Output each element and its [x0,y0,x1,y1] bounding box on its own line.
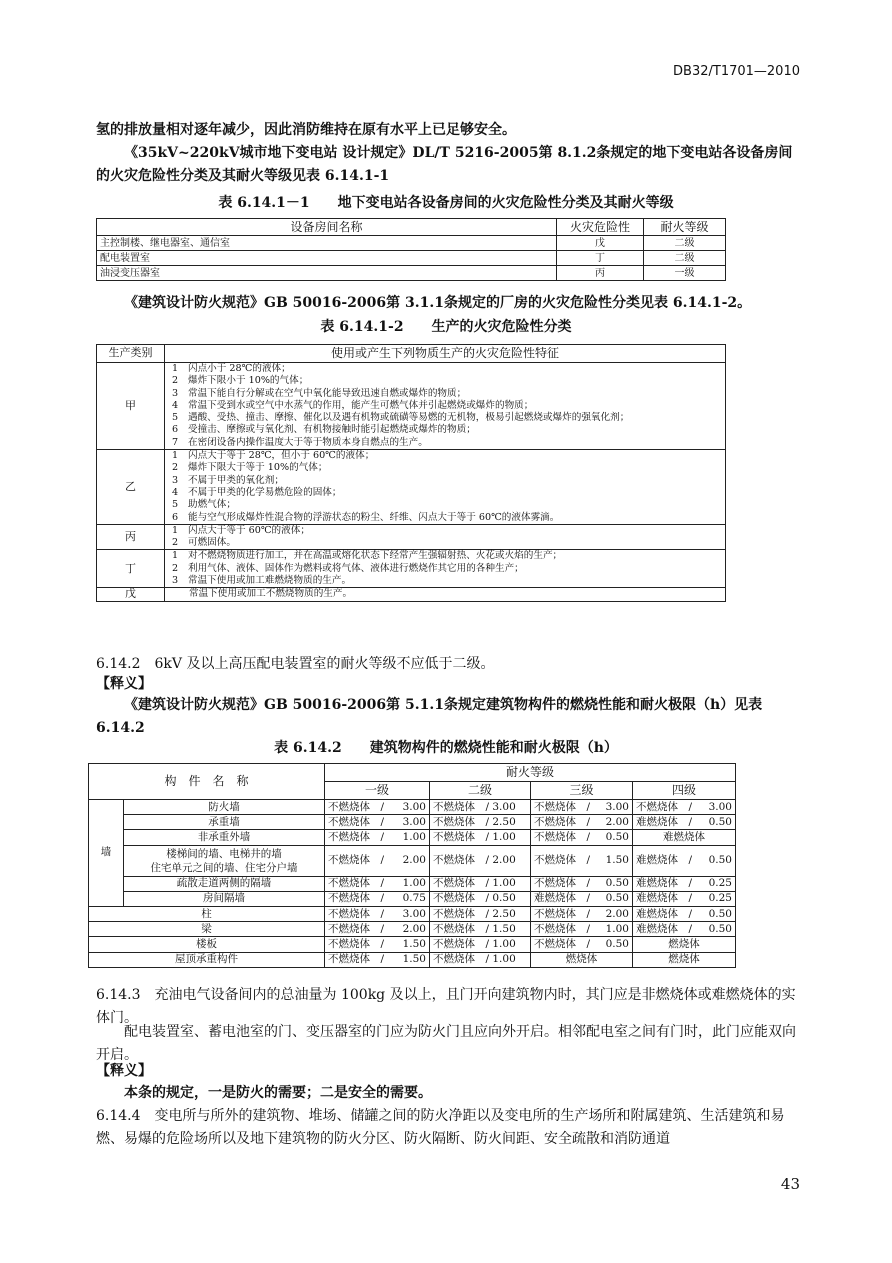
list-item: 3 常温下能自行分解或在空气中氧化能导致迅速自燃或爆炸的物质； [172,387,467,399]
level-header: 四级 [633,782,736,800]
value-cell: 不燃烧体 / 0.50 [531,937,633,952]
room-name: 主控制楼、继电器室、通信室 [97,236,557,251]
value-cell: 难燃烧体 / 0.50 [633,815,736,830]
value-cell: 难燃烧体 / 0.50 [531,891,633,906]
value-cell: 不燃烧体 / 1.50 [325,952,430,967]
category-cell: 戊 [97,588,165,601]
component-name: 防火墙 [124,800,325,815]
value-cell: 不燃烧体 / 1.00 [325,876,430,891]
value-cell: 不燃烧体 / 3.00 [531,800,633,815]
table-row [89,845,736,876]
list-item: 2 爆炸下限小于 10%的气体； [172,375,309,387]
value-cell: 不燃烧体 / 2.00 [531,815,633,830]
list-item: 7 在密闭设备内操作温度大于等于物质本身自燃点的生产。 [172,436,428,448]
paragraph-2: 《建筑设计防火规范》GB 50016-2006第 3.1.1条规定的厂房的火灾危险性分类见表 6.14.1-2。 [124,295,752,311]
value-cell: 不燃烧体 / 3.00 [325,800,430,815]
value-cell: 难燃烧体 / 0.25 [633,876,736,891]
table-header-row [97,345,726,363]
value-cell: 不燃烧体 / 0.50 [430,891,531,906]
value-cell: 不燃烧体 / 2.00 [325,922,430,937]
features-cell [165,450,726,525]
value-cell: 燃烧体 [633,937,736,952]
header-cell: 使用或产生下列物质生产的火灾危险性特征 [165,345,726,363]
features-cell [165,524,726,550]
table-row [89,922,736,937]
table-row [89,906,736,921]
value-cell: 不燃烧体 / 2.50 [430,906,531,921]
value-cell: 不燃烧体 / 1.50 [430,922,531,937]
level-header: 一级 [325,782,430,800]
list-item: 4 常温下受到水或空气中水蒸气的作用，能产生可燃气体并引起燃烧或爆炸的物质； [172,399,534,411]
list-item: 2 爆炸下限大于等于 10%的气体； [172,462,328,474]
value-cell: 不燃烧体 / 3.00 [633,800,736,815]
value-cell: 不燃烧体 / 0.75 [325,891,430,906]
clause-6-14-2-explanation: 《建筑设计防火规范》GB 50016-2006第 5.1.1条规定建筑物构件的燃烧性能和耐火极限（h）见表 6.14.2 [96,697,763,736]
table-row [97,524,726,550]
list-item: 5 遇酸、受热、撞击、摩擦、催化以及遇有机物或硫磺等易燃的无机物，极易引起燃烧或爆炸的强氧化剂； [172,412,630,424]
component-name: 承重墙 [124,815,325,830]
clause-6-14-2: 6.14.2 6kV 及以上高压配电装置室的耐火等级不应低于二级。 [96,656,495,672]
table-6-14-2 [88,763,736,968]
intro-line-2: 《35kV~220kV城市地下变电站 设计规定》DL/T 5216-2005第 8.1.2条规定的地下变电站各设备房间的火灾危险性分类及其耐火等级见表 6.14.1-1 [96,145,793,184]
level-header: 二级 [430,782,531,800]
fire-rating: 二级 [644,236,726,251]
table-row [89,891,736,906]
component-name: 非承重外墙 [124,830,325,845]
value-cell: 燃烧体 [633,952,736,967]
component-name: 楼板 [89,937,325,952]
fire-rating: 一级 [644,266,726,281]
table-6-14-1-2 [96,344,726,602]
value-cell: 不燃烧体 / 3.00 [325,815,430,830]
value-cell: 难燃烧体 [633,830,736,845]
component-name: 疏散走道两侧的隔墙 [124,876,325,891]
list-item: 1 闪点大于等于 28℃，但小于 60℃的液体； [172,450,375,462]
intro-line-1: 氢的排放量相对逐年减少，因此消防维持在原有水平上已足够安全。 [96,122,516,138]
list-item: 6 受撞击、摩擦或与氧化剂、有机物接触时能引起燃烧或爆炸的物质； [172,424,476,436]
value-cell: 不燃烧体 / 1.00 [430,876,531,891]
value-cell: 不燃烧体 / 0.50 [531,830,633,845]
component-name: 楼梯间的墙、电梯井的墙 住宅单元之间的墙、住宅分户墙 [124,845,325,876]
room-name: 油浸变压器室 [97,266,557,281]
category-cell: 丙 [97,524,165,550]
value-cell: 不燃烧体 / 2.00 [531,906,633,921]
table-row [97,236,726,251]
value-cell: 不燃烧体 / 0.50 [531,876,633,891]
value-cell: 燃烧体 [531,952,633,967]
explanation-label: 【释义】 [96,676,152,692]
value-cell: 不燃烧体 / 1.00 [430,952,531,967]
value-cell: 难燃烧体 / 0.25 [633,891,736,906]
hazard-class: 丁 [557,251,644,266]
clause-6-14-3-paragraph: 配电装置室、蓄电池室的门、变压器室的门应为防火门且应向外开启。相邻配电室之间有门时，此门应能双向开启。 [96,1024,796,1063]
features-cell [165,550,726,588]
list-item: 4 不属于甲类的化学易燃危险的固体； [172,486,342,498]
header-cell: 耐火等级 [644,219,726,236]
list-item: 2 可燃固体。 [172,537,236,549]
table-row [97,266,726,281]
features-cell: 常温下使用或加工不燃烧物质的生产。 [165,588,726,601]
list-item: 1 对不燃烧物质进行加工，并在高温或熔化状态下经常产生强辐射热、火花或火焰的生产； [172,550,563,562]
fire-rating-header: 耐火等级 [325,764,736,782]
table-row [97,363,726,450]
list-item: 3 常温下使用或加工难燃烧物质的生产。 [172,575,352,587]
wall-group-label: 墙 [89,800,124,907]
component-name: 梁 [89,922,325,937]
clause-6-14-4: 6.14.4 变电所与所外的建筑物、堆场、储罐之间的防火净距以及变电所的生产场所和附属建筑、生活建筑和易燃、易爆的危险场所以及地下建筑物的防火分区、防火隔断、防火间距、安全疏散和消防通道 [96,1108,785,1147]
component-name: 房间隔墙 [124,891,325,906]
table-row [97,251,726,266]
table-row [89,830,736,845]
table-header-row [97,219,726,236]
clause-6-14-3-explanation: 本条的规定，一是防火的需要；二是安全的需要。 [124,1085,432,1101]
table2-title: 表 6.14.1-2 生产的火灾危险性分类 [320,319,572,335]
table3-title: 表 6.14.2 建筑物构件的燃烧性能和耐火极限（h） [274,740,618,756]
header-cell: 设备房间名称 [97,219,557,236]
value-cell: 不燃烧体 / 1.00 [430,830,531,845]
table-6-14-1-1 [96,218,726,281]
table-header-row [89,764,736,782]
document-code: DB32/T1701—2010 [673,64,800,79]
value-cell: 不燃烧体 / 1.00 [430,937,531,952]
value-cell: 难燃烧体 / 0.50 [633,845,736,876]
hazard-class: 戊 [557,236,644,251]
page-number: 43 [780,1175,800,1193]
component-header: 构 件 名 称 [89,764,325,800]
header-cell: 火灾危险性 [557,219,644,236]
features-cell [165,363,726,450]
table-row [89,937,736,952]
value-cell: 不燃烧体 / 2.00 [430,845,531,876]
list-item: 6 能与空气形成爆炸性混合物的浮游状态的粉尘、纤维、闪点大于等于 60℃的液体雾滴。 [172,511,560,523]
table1-title: 表 6.14.1－1 地下变电站各设备房间的火灾危险性分类及其耐火等级 [218,195,674,211]
hazard-class: 丙 [557,266,644,281]
header-cell: 生产类别 [97,345,165,363]
value-cell: 难燃烧体 / 0.50 [633,906,736,921]
category-cell: 丁 [97,550,165,588]
list-item: 5 助燃气体； [172,499,236,511]
value-cell: 不燃烧体 / 3.00 [430,800,531,815]
value-cell: 不燃烧体 / 1.00 [325,830,430,845]
value-cell: 难燃烧体 / 0.50 [633,922,736,937]
list-item: 1 闪点大于等于 60℃的液体； [172,524,310,536]
component-name: 柱 [89,906,325,921]
table-row [97,450,726,525]
value-cell: 不燃烧体 / 2.50 [430,815,531,830]
fire-rating: 二级 [644,251,726,266]
list-item: 2 利用气体、液体、固体作为燃料或将气体、液体进行燃烧作其它用的各种生产； [172,562,524,574]
value-cell: 不燃烧体 / 1.00 [531,922,633,937]
clause-6-14-3: 6.14.3 充油电气设备间内的总油量为 100kg 及以上，且门开向建筑物内时，其门应是非燃烧体或难燃烧体的实体门。 [96,987,796,1026]
level-header: 三级 [531,782,633,800]
room-name: 配电装置室 [97,251,557,266]
table-row [89,815,736,830]
value-cell: 不燃烧体 / 3.00 [325,906,430,921]
category-cell: 乙 [97,450,165,525]
component-name: 屋顶承重构件 [89,952,325,967]
value-cell: 不燃烧体 / 1.50 [325,937,430,952]
explanation-label: 【释义】 [96,1063,152,1079]
value-cell: 不燃烧体 / 1.50 [531,845,633,876]
list-item: 3 不属于甲类的氧化剂； [172,474,284,486]
category-cell: 甲 [97,363,165,450]
table-row [89,800,736,815]
table-row [97,588,726,601]
table-row [97,550,726,588]
value-cell: 不燃烧体 / 2.00 [325,845,430,876]
table-row [89,876,736,891]
table-row [89,952,736,967]
list-item: 1 闪点小于 28℃的液体； [172,363,291,374]
